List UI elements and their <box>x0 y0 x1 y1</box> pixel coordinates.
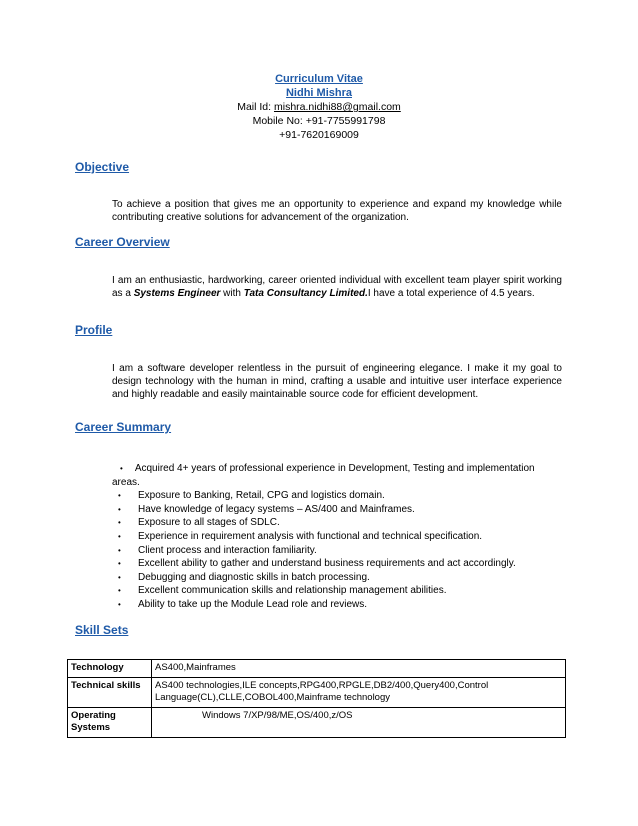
bullet-icon: • <box>118 545 121 555</box>
mail-label: Mail Id: <box>237 101 274 113</box>
email-link[interactable]: mishra.nidhi88@gmail.com <box>273 101 401 113</box>
bullet-icon: • <box>118 559 121 569</box>
summary-item <box>112 544 562 558</box>
bullet-icon: • <box>118 504 121 514</box>
objective-text: To achieve a position that gives me an opportunity to experience and expand my knowledge while contributing creative solutions for advancement of the organization. <box>112 199 562 223</box>
summary-item-text: Excellent communication skills and relationship management abilities. <box>138 585 447 597</box>
summary-item-text: Debugging and diagnostic skills in batch processing. <box>138 571 370 583</box>
overview-text-a: I am an enthusiastic, hardworking, career oriented individual with excellent team player spirit working as a <box>112 275 562 299</box>
summary-item-text: Excellent ability to gather and understand business requirements and act accordingly. <box>138 558 516 570</box>
table-row <box>68 660 566 678</box>
summary-item <box>112 516 562 530</box>
mail-line <box>0 100 638 114</box>
cv-header <box>0 72 638 142</box>
summary-item <box>112 598 562 612</box>
career-overview-text <box>112 274 562 300</box>
summary-item-text: Exposure to Banking, Retail, CPG and logistics domain. <box>138 490 385 502</box>
summary-item-text: Acquired 4+ years of professional experience in Development, Testing and implementation areas. <box>112 463 535 488</box>
skill-sets-heading: Skill Sets <box>75 623 129 637</box>
objective-heading: Objective <box>75 160 130 174</box>
career-summary-list <box>112 462 562 612</box>
summary-item <box>112 557 562 571</box>
bullet-icon: • <box>118 572 121 582</box>
skill-value: Windows 7/XP/98/ME,OS/400,z/OS <box>152 707 566 737</box>
skill-key: Operating Systems <box>68 707 152 737</box>
skill-key: Technology <box>68 660 152 678</box>
bullet-icon: • <box>118 531 121 541</box>
summary-item-text: Client process and interaction familiarity. <box>138 544 317 556</box>
career-overview-heading: Career Overview <box>75 235 170 249</box>
summary-item <box>112 584 562 598</box>
career-summary-heading: Career Summary <box>75 420 172 434</box>
cv-title: Curriculum Vitae <box>275 73 363 85</box>
summary-item <box>112 503 562 517</box>
profile-heading: Profile <box>75 323 113 337</box>
candidate-name: Nidhi Mishra <box>285 87 352 99</box>
skill-value: AS400,Mainframes <box>152 660 566 678</box>
overview-company: Tata Consultancy Limited. <box>243 288 368 299</box>
skill-key: Technical skills <box>68 677 152 707</box>
skill-value: AS400 technologies,ILE concepts,RPG400,RPGLE,DB2/400,Query400,Control Language(CL),CLLE,COBOL400,Mainframe technology <box>152 677 566 707</box>
mobile-line: Mobile No: +91-7755991798 <box>252 115 386 127</box>
bullet-icon: • <box>118 491 121 501</box>
summary-item-text: Have knowledge of legacy systems – AS/400 and Mainframes. <box>138 503 415 515</box>
summary-item <box>112 571 562 585</box>
skills-table <box>67 659 566 738</box>
bullet-icon: • <box>120 464 123 473</box>
summary-item-text: Experience in requirement analysis with functional and technical specification. <box>138 530 483 542</box>
bullet-icon: • <box>118 586 121 596</box>
bullet-icon: • <box>118 599 121 609</box>
summary-item <box>112 489 562 503</box>
overview-text-b: with <box>220 288 244 299</box>
summary-item-text: Exposure to all stages of SDLC. <box>138 517 280 529</box>
mobile-line-2: +91-7620169009 <box>279 129 359 141</box>
table-row <box>68 707 566 737</box>
summary-item <box>112 530 562 544</box>
summary-item <box>112 462 562 489</box>
overview-role: Systems Engineer <box>133 288 221 299</box>
profile-text: I am a software developer relentless in the pursuit of engineering elegance. I make it my goal to design technology with the human in mind, crafting a usable and intuitive user interface experience and highly readable and easily maintainable source code for efficient development. <box>112 363 562 400</box>
table-row <box>68 677 566 707</box>
summary-item-text: Ability to take up the Module Lead role and reviews. <box>138 598 368 610</box>
bullet-icon: • <box>118 518 121 528</box>
overview-text-c: I have a total experience of 4.5 years. <box>367 288 535 299</box>
